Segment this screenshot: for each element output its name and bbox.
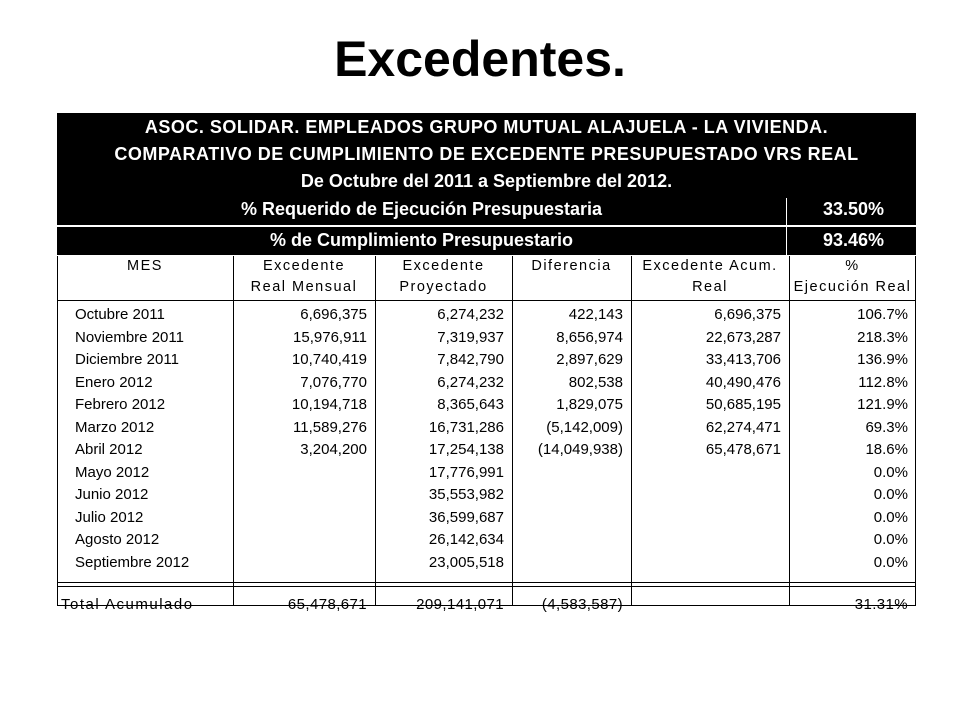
value-cell-pct: 18.6% (865, 441, 908, 458)
column-header: Excedente (262, 258, 346, 274)
total-cell-proy: 209,141,071 (416, 596, 504, 613)
value-cell-real: 3,204,200 (300, 441, 367, 458)
total-cell-pct: 31.31% (854, 596, 908, 613)
value-cell-pct: 0.0% (873, 531, 908, 548)
value-cell-proy: 16,731,286 (428, 418, 504, 436)
month-cell: Agosto 2012 (75, 531, 160, 548)
value-cell-real: 11,589,276 (293, 418, 367, 436)
value-cell-real (233, 484, 367, 506)
value-cell-dif: 1,829,075 (556, 396, 623, 413)
month-cell: Septiembre 2012 (75, 553, 190, 571)
requerido-value: 33.50% (822, 199, 885, 219)
slide-title: Excedentes. (334, 31, 626, 87)
month-cell: Abril 2012 (75, 441, 143, 458)
value-cell-acum (631, 507, 781, 529)
month-cell: Octubre 2011 (75, 306, 165, 323)
header-organization: ASOC. SOLIDAR. EMPLEADOS GRUPO MUTUAL ALAJUELA - LA VIVIENDA. (144, 117, 829, 137)
total-rule (57, 582, 916, 583)
header-period: De Octubre del 2011 a Septiembre del 2012. (300, 171, 673, 191)
value-cell-real (233, 462, 367, 484)
value-cell-real: 10,194,718 (291, 396, 367, 413)
excedentes-table (57, 256, 916, 613)
total-rule (57, 586, 916, 587)
value-cell-pct: 106.7% (857, 306, 908, 323)
column-header: Excedente (402, 258, 485, 274)
value-cell-proy: 6,274,232 (437, 373, 504, 391)
value-cell-proy: 23,005,518 (428, 553, 504, 571)
value-cell-proy: 7,319,937 (437, 328, 504, 346)
cumplimiento-label: % de Cumplimiento Presupuestario (269, 230, 574, 250)
value-cell-acum: 6,696,375 (714, 306, 781, 323)
column-header: Real (692, 279, 728, 295)
value-cell-proy: 8,365,643 (437, 396, 504, 413)
month-cell: Enero 2012 (75, 373, 153, 391)
total-cell-real: 65,478,671 (287, 596, 367, 613)
column-header: Ejecución Real (793, 279, 912, 295)
column-rule (57, 256, 58, 606)
header-rule (57, 300, 916, 301)
month-cell: Julio 2012 (75, 508, 144, 526)
value-cell-pct: 69.3% (865, 418, 908, 436)
value-cell-dif: 2,897,629 (556, 351, 623, 368)
value-cell-acum (631, 552, 781, 574)
cumplimiento-value: 93.46% (822, 230, 885, 250)
value-cell-acum: 33,413,706 (705, 351, 781, 368)
table-bottom-rule (57, 605, 916, 606)
column-header: Diferencia (531, 258, 612, 274)
column-header: MES (127, 258, 163, 274)
month-cell: Marzo 2012 (75, 418, 155, 436)
value-cell-pct: 121.9% (857, 396, 908, 413)
month-cell: Junio 2012 (75, 486, 149, 503)
value-cell-real: 6,696,375 (300, 306, 367, 323)
value-cell-dif: 422,143 (568, 306, 623, 323)
value-cell-proy: 17,254,138 (428, 441, 504, 458)
cumplimiento-row (57, 227, 916, 255)
value-cell-pct: 0.0% (873, 508, 908, 526)
month-cell: Febrero 2012 (75, 396, 166, 413)
value-cell-dif (512, 462, 623, 484)
value-cell-dif (512, 529, 623, 551)
value-cell-pct: 0.0% (873, 486, 908, 503)
value-cell-acum: 65,478,671 (705, 441, 781, 458)
column-header: Proyectado (399, 279, 488, 295)
value-cell-real (233, 552, 367, 574)
value-cell-acum: 22,673,287 (705, 328, 781, 346)
column-header: % (845, 258, 860, 274)
value-cell-acum (631, 529, 781, 551)
value-cell-proy: 6,274,232 (437, 306, 504, 323)
value-cell-pct: 112.8% (858, 373, 908, 391)
value-cell-dif (512, 552, 623, 574)
column-header: Excedente Acum. (642, 258, 778, 274)
month-cell: Noviembre 2011 (75, 328, 184, 346)
value-cell-real: 7,076,770 (300, 373, 367, 391)
value-cell-acum: 62,274,471 (705, 418, 781, 436)
value-cell-dif: (5,142,009) (546, 418, 623, 436)
value-cell-proy: 36,599,687 (428, 508, 504, 526)
value-cell-dif (512, 507, 623, 529)
column-header: Real Mensual (250, 279, 358, 295)
value-cell-proy: 7,842,790 (437, 351, 504, 368)
value-cell-proy: 26,142,634 (428, 531, 504, 548)
value-cell-real (233, 529, 367, 551)
value-cell-proy: 35,553,982 (428, 486, 504, 503)
requerido-label: % Requerido de Ejecución Presupuestaria (240, 199, 603, 219)
value-cell-acum (631, 462, 781, 484)
month-cell: Diciembre 2011 (75, 351, 179, 368)
value-cell-real: 10,740,419 (291, 351, 367, 368)
value-cell-acum (631, 484, 781, 506)
cumplimiento-divider (786, 227, 787, 255)
value-cell-real: 15,976,911 (293, 328, 367, 346)
value-cell-pct: 218.3% (857, 328, 908, 346)
report-header (57, 113, 916, 225)
header-divider (786, 198, 792, 225)
total-cell-dif: (4,583,587) (541, 596, 623, 613)
value-cell-dif: 8,656,974 (556, 328, 623, 346)
value-cell-real (233, 507, 367, 529)
value-cell-pct: 136.9% (857, 351, 908, 368)
value-cell-dif: (14,049,938) (537, 441, 623, 458)
column-rule (915, 256, 916, 606)
value-cell-proy: 17,776,991 (428, 463, 504, 481)
value-cell-pct: 0.0% (873, 553, 908, 571)
value-cell-pct: 0.0% (873, 463, 908, 481)
value-cell-acum: 50,685,195 (705, 396, 781, 413)
value-cell-dif: 802,538 (568, 373, 623, 391)
value-cell-dif (512, 484, 623, 506)
header-report-title: COMPARATIVO DE CUMPLIMIENTO DE EXCEDENTE PRESUPUESTADO VRS REAL (114, 144, 859, 164)
value-cell-acum: 40,490,476 (705, 373, 781, 391)
total-label: Total Acumulado (61, 596, 194, 613)
month-cell: Mayo 2012 (75, 463, 150, 481)
